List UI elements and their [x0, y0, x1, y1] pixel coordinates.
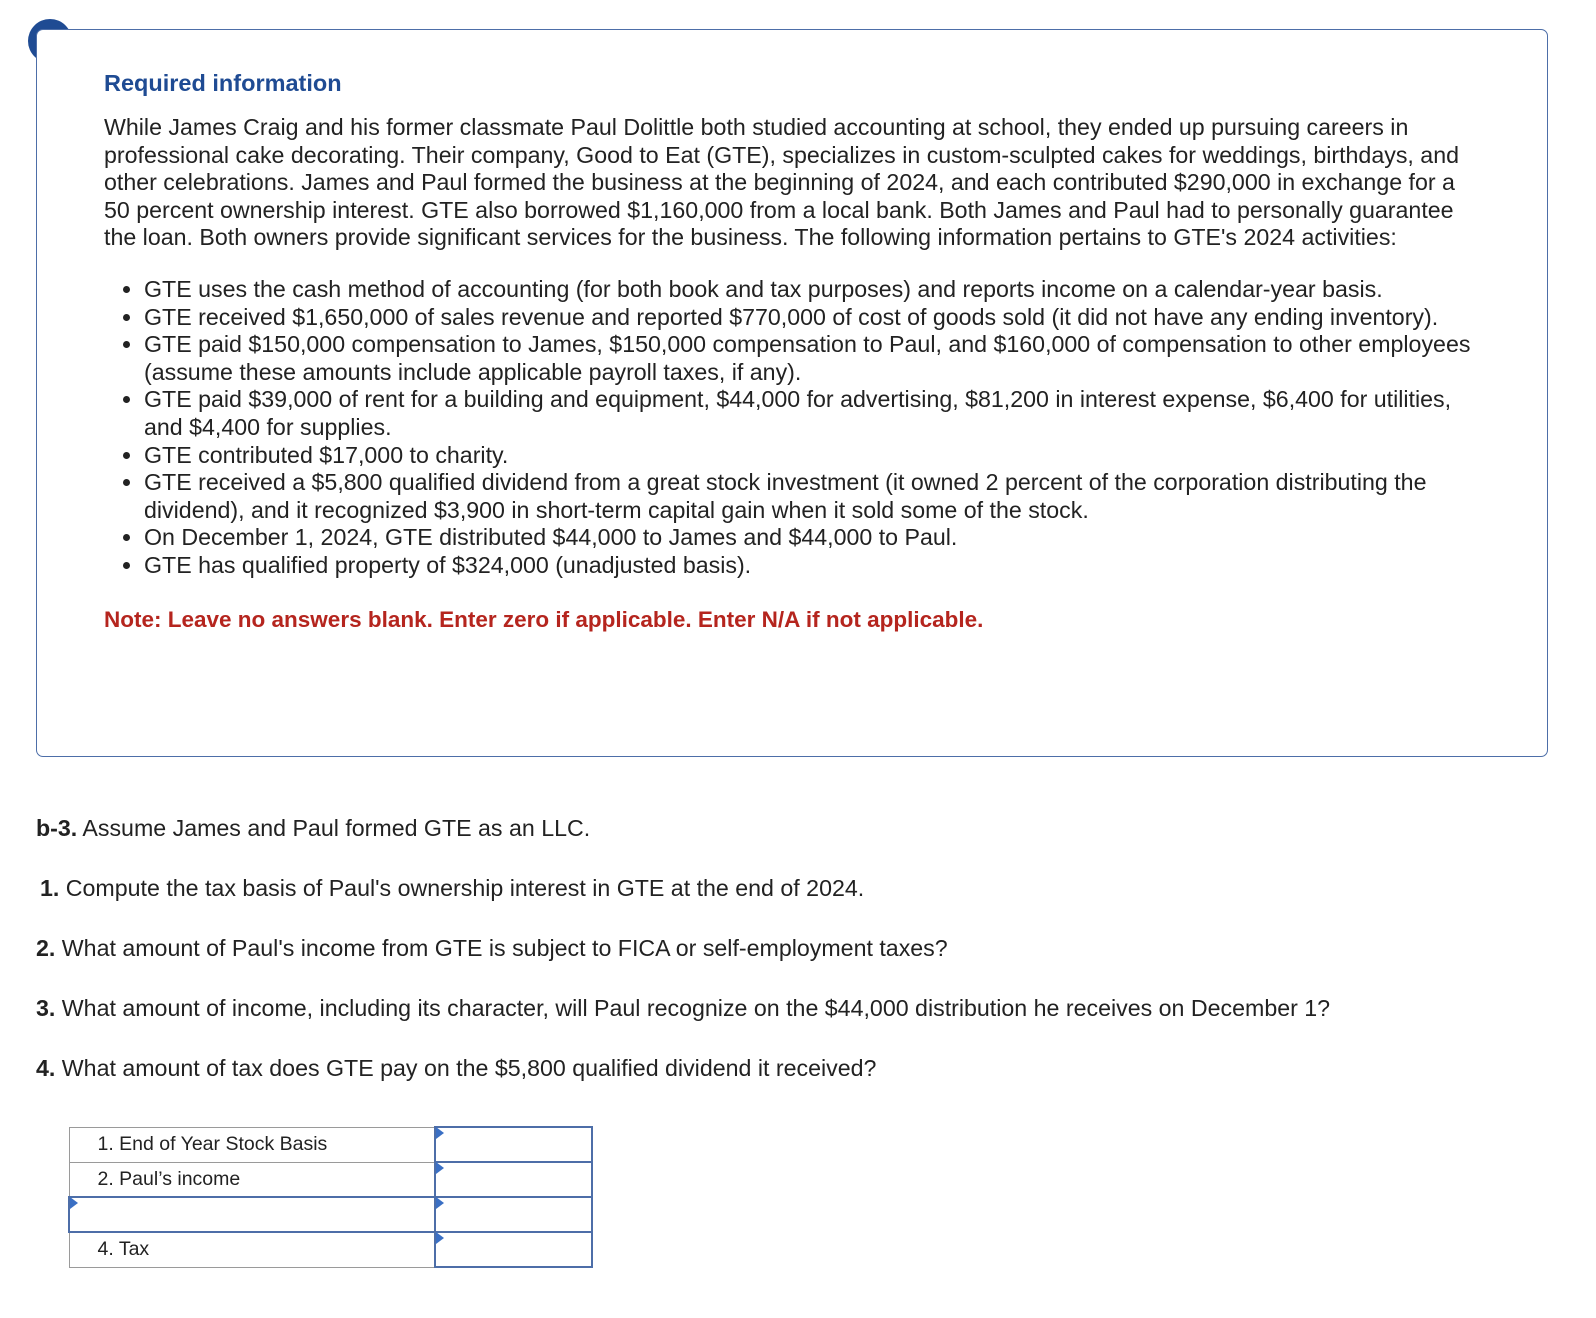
answer-input-cell[interactable] — [435, 1127, 592, 1162]
answer-row — [69, 1232, 592, 1267]
question-2 — [36, 932, 1536, 992]
row-label: 2. Paul’s income — [69, 1162, 435, 1197]
question-number: 1. — [40, 875, 60, 901]
answer-input-cell[interactable] — [435, 1197, 592, 1232]
question-text: What amount of tax does GTE pay on the $5,800 qualified dividend it received? — [55, 1055, 877, 1081]
question-number: 2. — [36, 935, 56, 961]
question-section — [36, 812, 1536, 1112]
part-prompt — [36, 812, 1536, 872]
question-4 — [36, 1052, 1536, 1112]
answer-input-cell[interactable] — [435, 1232, 592, 1267]
end-of-year-stock-basis-input[interactable] — [436, 1128, 591, 1161]
question-1 — [36, 872, 1536, 932]
part-label: b-3. — [36, 815, 78, 841]
answer-table — [68, 1126, 593, 1268]
tax-input[interactable] — [436, 1233, 591, 1266]
question-number: 3. — [36, 995, 56, 1021]
row-label: 4. Tax — [69, 1232, 435, 1267]
row-label-input-cell[interactable] — [69, 1197, 435, 1232]
fact-item: • GTE uses the cash method of accounting (for both book and tax purposes) and reports income on a calendar-year basis. — [144, 276, 1474, 304]
fact-item: • GTE paid $150,000 compensation to James, $150,000 compensation to Paul, and $160,000 of compensation to other employees (assume these amounts include applicable payroll taxes, if any). — [144, 331, 1474, 386]
row-label: 1. End of Year Stock Basis — [69, 1127, 435, 1162]
fact-item: • GTE contributed $17,000 to charity. — [144, 442, 1474, 470]
answer-input-cell[interactable] — [435, 1162, 592, 1197]
input-marker-icon — [436, 1127, 444, 1139]
part-text: Assume James and Paul formed GTE as an LLC. — [77, 815, 591, 841]
scenario-intro: While James Craig and his former classmate Paul Dolittle both studied accounting at school, they ended up pursuing careers in professional cake decorating. Their company, Good to Eat (GTE), specializes in custom-sculpted cakes for weddings, birthdays, and other celebrations. James and Paul formed the business at the beginning of 2024, and each contributed $290,000 in exchange for a 50 percent ownership interest. GTE also borrowed $1,160,000 from a local bank. Both James and Paul had to personally guarantee the loan. Both owners provide significant services for the business. The following information pertains to GTE's 2024 activities: — [104, 114, 1459, 251]
fact-item: • GTE received a $5,800 qualified dividend from a great stock investment (it owned 2 percent of the corporation distributing the dividend), and it recognized $3,900 in short-term capital gain when it sold some of the stock. — [144, 469, 1474, 524]
answer-row — [69, 1127, 592, 1162]
question-text: What amount of income, including its character, will Paul recognize on the $44,000 distribution he receives on December 1? — [55, 995, 1331, 1021]
info-heading: Required information — [104, 70, 342, 96]
answer-note: Note: Leave no answers blank. Enter zero if applicable. Enter N/A if not applicable. — [104, 606, 984, 632]
question-text: Compute the tax basis of Paul's ownership interest in GTE at the end of 2024. — [59, 875, 865, 901]
fact-item: • On December 1, 2024, GTE distributed $44,000 to James and $44,000 to Paul. — [144, 524, 1474, 552]
pauls-income-input[interactable] — [436, 1163, 591, 1196]
row-3-label-input[interactable] — [70, 1198, 434, 1231]
input-marker-icon — [436, 1232, 444, 1244]
input-marker-icon — [70, 1197, 78, 1209]
input-marker-icon — [436, 1162, 444, 1174]
fact-item: • GTE has qualified property of $324,000 (unadjusted basis). — [144, 552, 1474, 580]
answer-row — [69, 1162, 592, 1197]
fact-item: • GTE received $1,650,000 of sales revenue and reported $770,000 of cost of goods sold (it did not have any ending inventory). — [144, 304, 1474, 332]
answer-row — [69, 1197, 592, 1232]
distribution-income-input[interactable] — [436, 1198, 591, 1231]
question-number: 4. — [36, 1055, 56, 1081]
required-information-panel — [36, 29, 1548, 757]
question-text: What amount of Paul's income from GTE is subject to FICA or self-employment taxes? — [55, 935, 948, 961]
facts-list — [104, 276, 1474, 580]
fact-item: • GTE paid $39,000 of rent for a building and equipment, $44,000 for advertising, $81,200 in interest expense, $6,400 for utilities, and $4,400 for supplies. — [144, 386, 1474, 441]
info-content — [104, 68, 1474, 634]
input-marker-icon — [436, 1197, 444, 1209]
question-3 — [36, 992, 1536, 1052]
